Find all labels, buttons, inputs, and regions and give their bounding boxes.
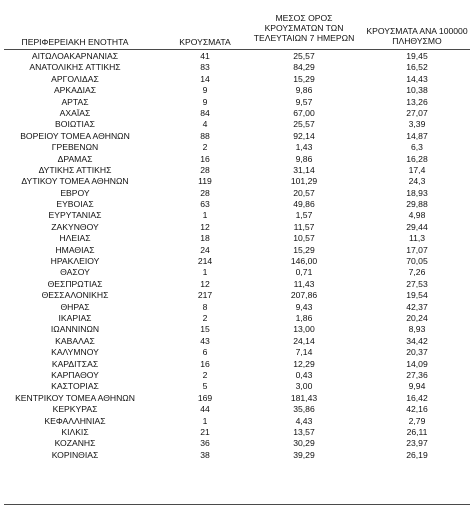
cases-value: 41 [200,51,210,61]
region-name: ΕΒΡΟΥ [60,187,90,198]
table-row [0,370,476,381]
region-name: ΔΡΑΜΑΣ [57,153,93,164]
region-name: ΔΥΤΙΚΟΥ ΤΟΜΕΑ ΑΘΗΝΩΝ [21,176,129,187]
avg-value: 25,57 [293,119,315,130]
rate-value: 14,09 [406,358,428,369]
region-name: ΚΟΖΑΝΗΣ [54,438,96,449]
cases-value: 1 [202,210,208,221]
avg-value: 12,29 [293,358,315,369]
table-row [0,279,476,290]
avg-value: 4,43 [295,415,313,426]
rate-value: 19,45 [406,51,428,61]
rate-value: 20,37 [406,347,428,358]
cases-value: 44 [200,404,210,415]
region-name: ΚΑΡΠΑΘΟΥ [51,369,99,380]
table-row [0,85,476,96]
avg-value: 181,43 [290,392,318,403]
avg-value: 9,57 [295,96,313,107]
avg-value: 13,00 [293,324,315,335]
avg-value: 84,29 [293,62,315,73]
rate-value: 4,98 [408,210,426,221]
region-name: ΚΑΡΔΙΤΣΑΣ [51,358,99,369]
avg-value: 31,14 [293,164,315,175]
table-row [0,302,476,313]
rate-value: 27,53 [406,278,428,289]
cases-value: 1 [202,415,208,426]
region-name: ΕΥΡΥΤΑΝΙΑΣ [48,210,102,221]
table-row [0,416,476,427]
region-name: ΑΝΑΤΟΛΙΚΗΣ ΑΤΤΙΚΗΣ [29,62,121,73]
cases-value: 83 [200,62,210,73]
rate-value: 14,87 [406,130,428,141]
table-row [0,359,476,370]
cases-value: 9 [202,96,208,107]
avg-value: 7,14 [295,347,313,358]
table-row [0,108,476,119]
region-name: ΕΥΒΟΙΑΣ [56,199,94,210]
header-cases-per-100k: ΚΡΟΥΣΜΑΤΑ ΑΝΑ 100000 ΠΛΗΘΥΣΜΟ [366,26,468,46]
region-name: ΙΩΑΝΝΙΝΩΝ [50,324,100,335]
rate-value: 13,26 [406,96,428,107]
cases-value: 214 [197,256,213,267]
rate-value: 29,88 [406,199,428,210]
table-row [0,347,476,358]
region-name: ΓΡΕΒΕΝΩΝ [51,142,99,153]
avg-value: 1,86 [295,312,313,323]
region-name: ΑΡΚΑΔΙΑΣ [53,85,97,96]
rate-value: 23,97 [406,438,428,449]
rate-value: 16,42 [406,392,428,403]
rate-value: 11,3 [408,233,426,244]
table-row [0,210,476,221]
table-row [0,233,476,244]
region-name: ΑΡΤΑΣ [61,96,89,107]
table-row [0,142,476,153]
avg-value: 10,57 [293,233,315,244]
region-name: ΚΕΦΑΛΛΗΝΙΑΣ [44,415,106,426]
region-name: ΚΕΡΚΥΡΑΣ [52,404,98,415]
cases-value: 28 [200,164,210,175]
cases-value: 9 [202,85,208,96]
rate-value: 20,24 [406,312,428,323]
table-row [0,404,476,415]
cases-value: 12 [200,278,210,289]
region-name: ΘΕΣΣΑΛΟΝΙΚΗΣ [41,290,109,301]
avg-value: 15,29 [293,73,315,84]
avg-value: 67,00 [293,107,315,118]
rate-value: 16,28 [406,153,428,164]
table-row [0,267,476,278]
avg-value: 9,43 [295,301,313,312]
region-name: ΑΧΑΪΑΣ [59,107,91,118]
rate-value: 16,52 [406,62,428,73]
cases-value: 15 [200,324,210,335]
table-row [0,165,476,176]
table-row [0,450,476,461]
region-name: ΖΑΚΥΝΘΟΥ [51,221,99,232]
avg-value: 11,43 [293,278,315,289]
rate-value: 42,37 [406,301,428,312]
cases-value: 28 [200,187,210,198]
avg-value: 24,14 [293,335,315,346]
header-divider [4,49,470,50]
rate-value: 14,43 [406,73,428,84]
avg-value: 9,86 [295,153,313,164]
cases-value: 18 [200,233,210,244]
cases-value: 36 [200,438,210,449]
region-name: ΚΑΣΤΟΡΙΑΣ [51,381,99,392]
rate-value: 70,05 [406,256,428,267]
region-name: ΗΛΕΙΑΣ [59,233,91,244]
region-name: ΗΜΑΘΙΑΣ [55,244,95,255]
rate-value: 27,36 [406,369,428,380]
table-row [0,381,476,392]
table-row [0,51,476,62]
rate-value: 26,19 [406,449,428,460]
header-7day-average: ΜΕΣΟΣ ΟΡΟΣ ΚΡΟΥΣΜΑΤΩΝ ΤΩΝ ΤΕΛΕΥΤΑΙΩΝ 7 ΗΜΕΡΩΝ [253,13,355,43]
rate-value: 19,54 [406,290,428,301]
rate-value: 42,16 [406,404,428,415]
region-name: ΑΡΓΟΛΙΔΑΣ [51,73,99,84]
avg-value: 30,29 [293,438,315,449]
table-row [0,188,476,199]
rate-value: 8,93 [408,324,426,335]
cases-value: 2 [202,369,208,380]
cases-value: 119 [198,176,212,187]
cases-value: 2 [202,312,208,323]
region-name: ΚΟΡΙΝΘΙΑΣ [51,449,99,460]
table-row [0,222,476,233]
rate-value: 17,4 [408,164,426,175]
table-body [0,51,476,461]
cases-value: 24 [200,244,210,255]
cases-value: 5 [202,381,208,392]
table-row [0,393,476,404]
table-row [0,131,476,142]
table-row [0,336,476,347]
region-name: ΘΑΣΟΥ [60,267,90,278]
rate-value: 7,26 [408,267,426,278]
cases-value: 8 [202,301,208,312]
rate-value: 9,94 [408,381,426,392]
cases-value: 2 [202,142,208,153]
table-row [0,176,476,187]
region-name: ΘΗΡΑΣ [60,301,90,312]
avg-value: 207,86 [290,290,318,301]
region-name: ΚΕΝΤΡΙΚΟΥ ΤΟΜΕΑ ΑΘΗΝΩΝ [15,392,135,403]
region-name: ΑΙΤΩΛΟΑΚΑΡΝΑΝΙΑΣ [31,51,119,61]
region-name: ΚΑΒΑΛΑΣ [55,335,95,346]
table-row [0,313,476,324]
rate-value: 26,11 [406,426,428,437]
rate-value: 3,39 [408,119,426,130]
avg-value: 39,29 [293,449,315,460]
rate-value: 34,42 [406,335,428,346]
region-name: ΚΙΛΚΙΣ [61,426,89,437]
avg-value: 1,57 [295,210,313,221]
cases-value: 16 [200,153,210,164]
cases-value: 169 [197,392,213,403]
avg-value: 25,57 [293,51,315,61]
avg-value: 15,29 [293,244,315,255]
cases-value: 217 [197,290,213,301]
region-name: ΔΥΤΙΚΗΣ ΑΤΤΙΚΗΣ [38,164,112,175]
region-name: ΒΟΡΕΙΟΥ ΤΟΜΕΑ ΑΘΗΝΩΝ [20,130,130,141]
table-row [0,427,476,438]
avg-value: 9,86 [295,85,313,96]
rate-value: 24,3 [408,176,426,187]
cases-value: 12 [200,221,210,232]
table-row [0,199,476,210]
region-name: ΚΑΛΥΜΝΟΥ [51,347,99,358]
table-row [0,74,476,85]
cases-value: 63 [200,199,210,210]
table-row [0,438,476,449]
table-row [0,119,476,130]
table-row [0,324,476,335]
avg-value: 20,57 [293,187,315,198]
table-bottom-border [4,504,470,505]
table-row [0,62,476,73]
cases-value: 16 [200,358,210,369]
rate-value: 18,93 [406,187,428,198]
avg-value: 0,71 [295,267,313,278]
region-name: ΙΚΑΡΙΑΣ [58,312,92,323]
region-name: ΗΡΑΚΛΕΙΟΥ [50,256,100,267]
cases-value: 43 [200,335,210,346]
avg-value: 11,57 [293,221,315,232]
avg-value: 0,43 [295,369,313,380]
avg-value: 13,57 [293,426,315,437]
rate-value: 17,07 [406,244,428,255]
rate-value: 2,79 [408,415,426,426]
cases-value: 21 [200,426,210,437]
table-row [0,245,476,256]
cases-value: 14 [200,73,210,84]
cases-value: 4 [202,119,208,130]
table-row [0,290,476,301]
table-row [0,154,476,165]
rate-value: 27,07 [406,107,428,118]
rate-value: 6,3 [411,142,423,153]
region-name: ΘΕΣΠΡΩΤΙΑΣ [47,278,103,289]
rate-value: 10,38 [406,85,428,96]
avg-value: 101,29 [290,176,318,187]
avg-value: 35,86 [293,404,315,415]
region-name: ΒΟΙΩΤΙΑΣ [55,119,95,130]
avg-value: 49,86 [293,199,315,210]
cases-value: 38 [200,449,210,460]
avg-value: 146,00 [290,256,318,267]
cases-value: 88 [200,130,210,141]
header-region: ΠΕΡΙΦΕΡΕΙΑΚΗ ΕΝΟΤΗΤΑ [21,37,129,47]
cases-value: 84 [200,107,210,118]
cases-value: 1 [202,267,208,278]
rate-value: 29,44 [406,221,428,232]
avg-value: 3,00 [295,381,313,392]
cases-value: 6 [202,347,208,358]
avg-value: 1,43 [295,142,313,153]
avg-value: 92,14 [293,130,315,141]
table-row [0,97,476,108]
header-cases: ΚΡΟΥΣΜΑΤΑ [179,37,231,47]
table-row [0,256,476,267]
